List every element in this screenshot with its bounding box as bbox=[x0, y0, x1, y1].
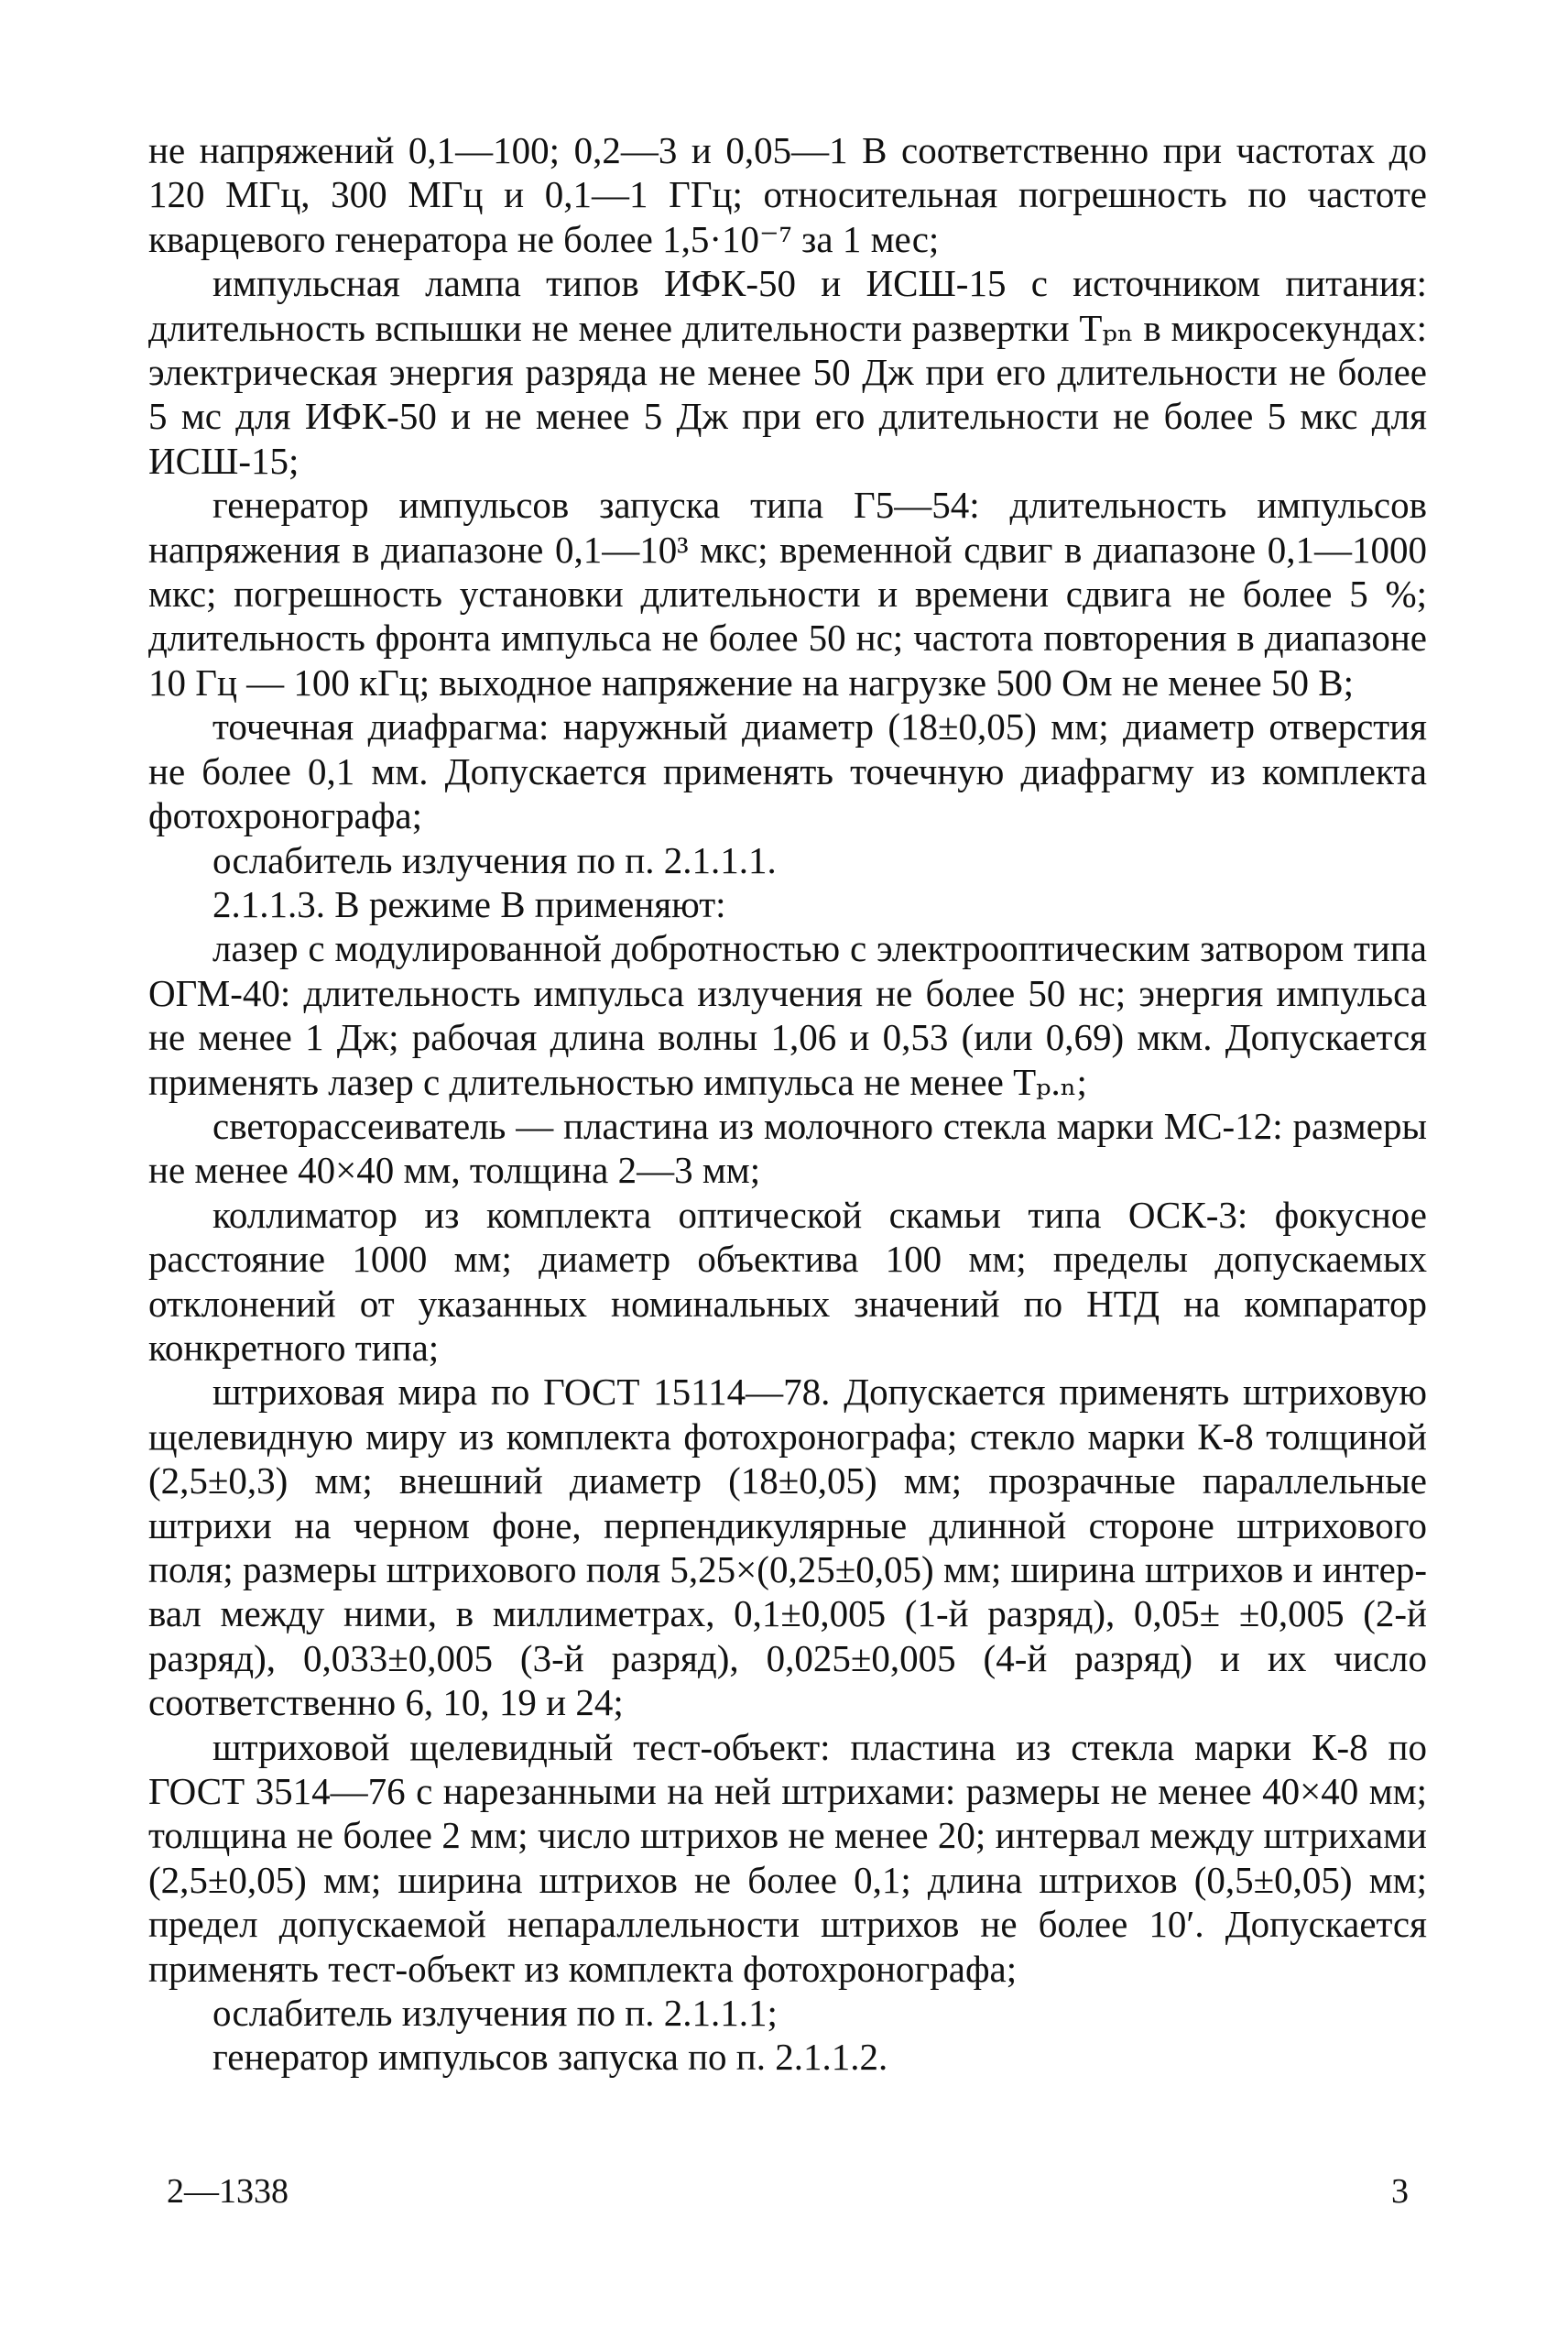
paragraph-attenuator: ослабитель излучения по п. 2.1.1.1. bbox=[212, 838, 777, 881]
paragraph-collimator: коллиматор из комплекта оптической скамьи типа ОСК-3: фокусное расстояние 1000 мм; диаметр объектива 100 мм; пределы допускаемых отклонений от указанных номинальных значений по НТД на компаратор конкретного типа; bbox=[148, 1193, 1427, 1369]
section-heading-2-1-1-3: 2.1.1.3. В режиме В применяют: bbox=[212, 882, 726, 925]
paragraph-laser: лазер с модулированной добротностью с электрооптическим затвором типа ОГМ-40: длительность импульса излучения не более 50 нс; энергия импульса не менее 1 Дж; рабочая длина волны 1,06 и 0,53 (или 0,69) мкм. Допускается применять лазер с длительностью импульса не менее Tₚ.ₙ; bbox=[148, 927, 1427, 1103]
page-number: 3 bbox=[1391, 2172, 1409, 2211]
paragraph-slit-test-object: штриховой щелевидный тест-объект: пластина из стекла марки К-8 по ГОСТ 3514—76 с нарезанными на ней штрихами: размеры не менее 40×40 мм; толщина не более 2 мм; число штрихов не менее 20; интервал между штрихами (2,5±0,05) мм; ширина штрихов не более 0,1; длина штрихов (0,5±0,05) мм; предел допускаемой непараллельности штрихов не более 10′. Допускается применять тест-объект из комплекта фотохронографа; bbox=[148, 1725, 1427, 1990]
paragraph-pulse-generator: генератор импульсов запуска типа Г5—54: длительность импульсов напряжения в диапазоне 0,1—10³ мкс; временной сдвиг в диапазоне 0,1—1000 мкс; погрешность установки длительности и времени сдвига не более 5 %; длительность фронта импульса не более 50 нс; частота повторения в диапазоне 10 Гц — 100 кГц; выходное напряжение на нагрузке 500 Ом не менее 50 В; bbox=[148, 484, 1427, 704]
print-code: 2—1338 bbox=[167, 2172, 289, 2211]
paragraph-trigger-generator: генератор импульсов запуска по п. 2.1.1.2. bbox=[212, 2036, 888, 2079]
paragraph-line-target: штриховая мира по ГОСТ 15114—78. Допускается применять штриховую щелевидную миру из комплекта фотохронографа; стекло марки К-8 толщиной (2,5±0,3) мм; внешний диаметр (18±0,05) мм; прозрачные параллельные штрихи на черном фоне, перпендикулярные длинной стороне штрихового поля; размеры штрихового поля 5,25×(0,25±0,05) мм; ширина штрихов и интервал между ними, в миллиметрах, 0,1±0,005 (1-й разряд), 0,05± ±0,005 (2-й разряд), 0,033±0,005 (3-й разряд), 0,025±0,005 (4-й разряд) и их число соответственно 6, 10, 19 и 24; bbox=[148, 1371, 1427, 1724]
paragraph-voltage-ranges: не напряжений 0,1—100; 0,2—3 и 0,05—1 В соответственно при частотах до 120 МГц, 300 МГц и 0,1—1 ГГц; относительная погрешность по частоте кварцевого генератора не более 1,5·10⁻⁷ за 1 мес; bbox=[148, 129, 1427, 260]
body-text bbox=[148, 128, 1427, 2080]
page-footer bbox=[148, 2171, 1427, 2226]
paragraph-light-diffuser: светорассеиватель — пластина из молочного стекла марки МС-12: размеры не менее 40×40 мм, толщина 2—3 мм; bbox=[148, 1104, 1427, 1192]
paragraph-attenuator-2: ослабитель излучения по п. 2.1.1.1; bbox=[212, 1992, 778, 2035]
paragraph-point-diaphragm: точечная диафрагма: наружный диаметр (18±0,05) мм; диаметр отверстия не более 0,1 мм. Допускается применять точечную диафрагму из комплекта фотохронографа; bbox=[148, 705, 1427, 837]
paragraph-pulse-lamp: импульсная лампа типов ИФК-50 и ИСШ-15 с источником питания: длительность вспышки не менее длительности развертки Tₚₙ в микросекундах: электрическая энергия разряда не менее 50 Дж при его длительности не более 5 мс для ИФК-50 и не менее 5 Дж при его длительности не более 5 мкс для ИСШ-15; bbox=[148, 262, 1427, 482]
